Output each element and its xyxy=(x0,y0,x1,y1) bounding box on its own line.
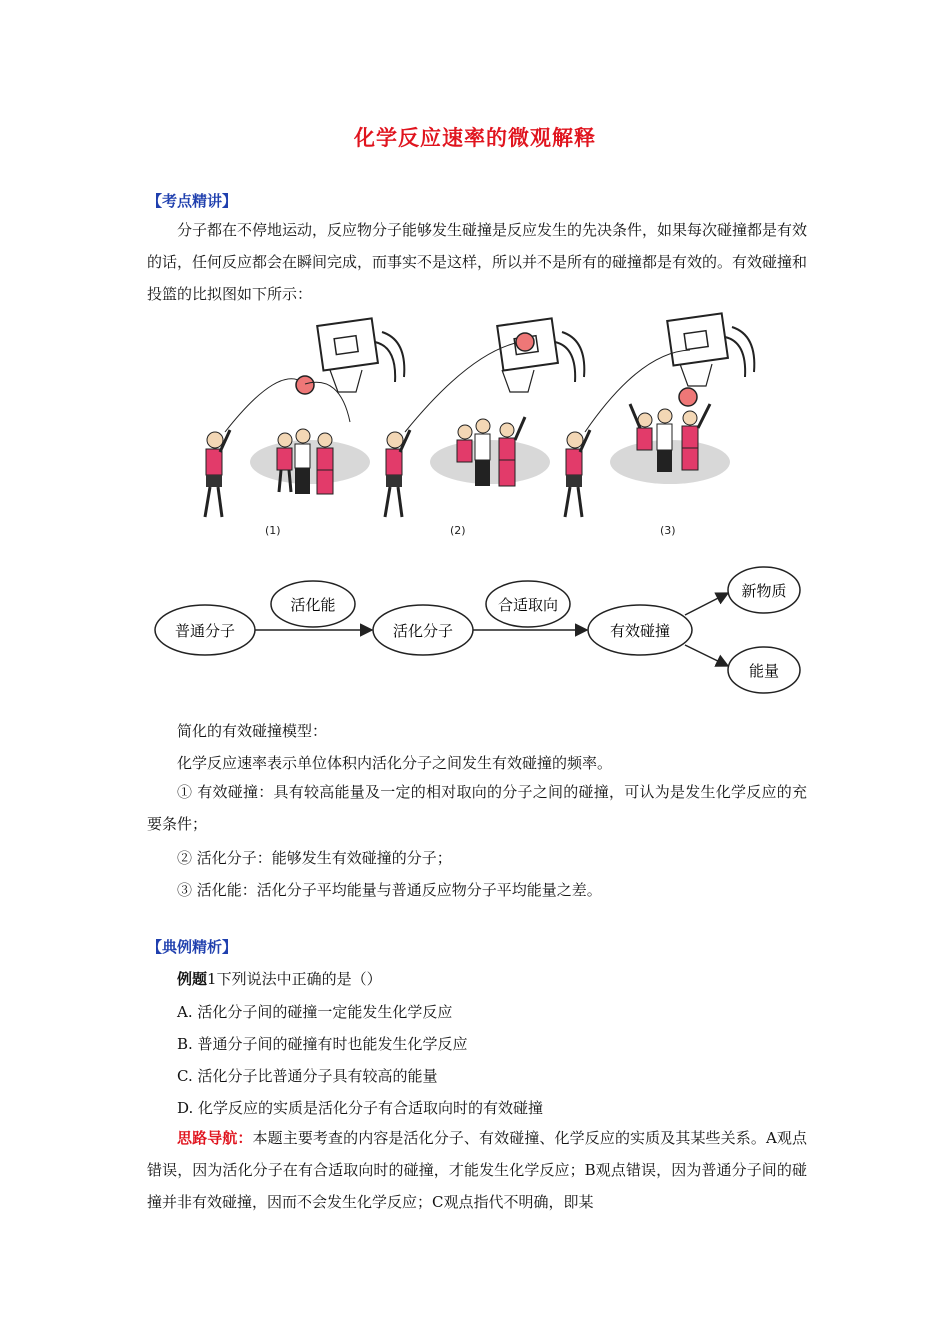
basketball-analogy-figure xyxy=(170,312,770,542)
panel-3-illustration xyxy=(565,313,754,537)
option-a: A. 活化分子间的碰撞一定能发生化学反应 xyxy=(177,1003,453,1021)
example-label: 例题 xyxy=(177,970,208,988)
option-b: B. 普通分子间的碰撞有时也能发生化学反应 xyxy=(177,1035,468,1053)
node-ordinary-molecule xyxy=(155,605,255,655)
svg-text:活化分子: 活化分子 xyxy=(392,622,454,640)
node-activated-molecule xyxy=(373,605,473,655)
hint-paragraph xyxy=(147,1122,807,1218)
node-effective-collision xyxy=(588,605,692,655)
node-energy xyxy=(728,647,800,693)
intro-paragraph: 分子都在不停地运动，反应物分子能够发生碰撞是反应发生的先决条件，如果每次碰撞都是有效的话，任何反应都会在瞬间完成，而事实不是这样，所以并不是所有的碰撞都是有效的。有效碰撞和投篮的比拟图如下所示： xyxy=(147,221,808,303)
option-c: C. 活化分子比普通分子具有较高的能量 xyxy=(177,1067,438,1085)
point-activation-energy: ③ 活化能：活化分子平均能量与普通反应物分子平均能量之差。 xyxy=(177,881,602,899)
model-title: 简化的有效碰撞模型： xyxy=(177,722,328,740)
arrow-to-new-substance xyxy=(685,593,728,615)
effective-collision-flow-diagram xyxy=(150,560,810,700)
question-text: 下列说法中正确的是（） xyxy=(216,970,382,988)
hint-label: 思路导航： xyxy=(177,1129,253,1147)
example-number: 1 xyxy=(207,970,217,988)
svg-text:能量: 能量 xyxy=(748,662,780,680)
arrow-to-energy xyxy=(685,645,728,666)
edge-label-activation-energy xyxy=(271,581,355,627)
option-d: D. 化学反应的实质是活化分子有合适取向时的有效碰撞 xyxy=(177,1099,544,1117)
node-new-substance xyxy=(728,567,800,613)
hint-text: 本题主要考查的内容是活化分子、有效碰撞、化学反应的实质及其某些关系。A观点错误，因为活化分子在有合适取向时的碰撞，才能发生化学反应；B观点错误，因为普通分子间的碰撞并非有效碰撞，因而不会发生化学反应；C观点指代不明确，即某 xyxy=(147,1129,807,1211)
panel-2-illustration xyxy=(385,318,584,537)
example-question xyxy=(177,968,382,989)
panel-1-illustration xyxy=(205,318,404,537)
svg-text:合适取向: 合适取向 xyxy=(497,596,559,614)
panel-3-label: (3) xyxy=(660,524,676,537)
svg-text:有效碰撞: 有效碰撞 xyxy=(609,622,671,640)
panel-1-label: (1) xyxy=(265,524,281,537)
point-effective-collision: ① 有效碰撞：具有较高能量及一定的相对取向的分子之间的碰撞，可认为是发生化学反应的充要条件； xyxy=(147,783,807,833)
point-activated-molecule: ② 活化分子：能够发生有效碰撞的分子； xyxy=(177,849,452,867)
page-title: 化学反应速率的微观解释 xyxy=(354,125,596,150)
section-heading-key-points: 【考点精讲】 xyxy=(147,192,238,210)
svg-text:普通分子: 普通分子 xyxy=(174,622,236,640)
panel-2-label: (2) xyxy=(450,524,466,537)
svg-text:活化能: 活化能 xyxy=(290,596,336,614)
section-heading-examples: 【典例精析】 xyxy=(147,938,238,956)
model-definition: 化学反应速率表示单位体积内活化分子之间发生有效碰撞的频率。 xyxy=(177,754,613,772)
edge-label-suitable-orientation xyxy=(486,581,570,627)
svg-text:新物质: 新物质 xyxy=(741,582,787,600)
